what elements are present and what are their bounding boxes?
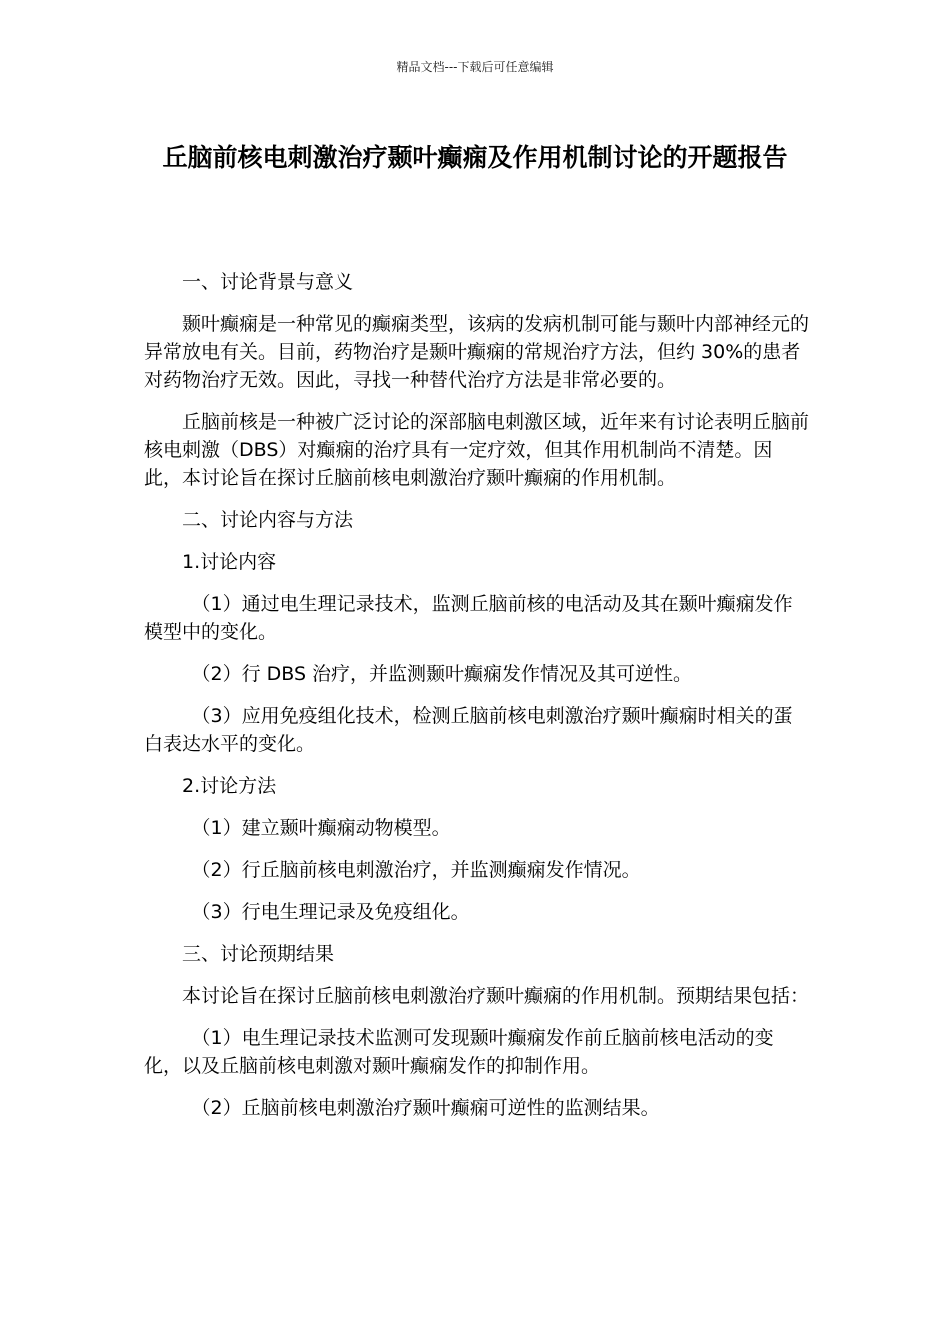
paragraph-background-1: 颞叶癫痫是一种常见的癫痫类型，该病的发病机制可能与颞叶内部神经元的异常放电有关。目前，药物治疗是颞叶癫痫的常规治疗方法，但约 30%的患者对药物治疗无效。因此，寻找一种替代治疗方法是非常必要的。	[144, 313, 810, 391]
header-note: 精品文档---下载后可任意编辑	[396, 60, 554, 74]
method-item-1: （1）建立颞叶癫痫动物模型。	[191, 817, 451, 839]
content-item-3: （3）应用免疫组化技术，检测丘脑前核电刺激治疗颞叶癫痫时相关的蛋白表达水平的变化。	[144, 705, 793, 755]
section-heading-content-methods: 二、讨论内容与方法	[182, 509, 354, 531]
content-item-1: （1）通过电生理记录技术，监测丘脑前核的电活动及其在颞叶癫痫发作模型中的变化。	[144, 593, 793, 643]
document-body	[144, 268, 809, 1136]
paragraph-background-2: 丘脑前核是一种被广泛讨论的深部脑电刺激区域，近年来有讨论表明丘脑前核电刺激（DBS）对癫痫的治疗具有一定疗效，但其作用机制尚不清楚。因此，本讨论旨在探讨丘脑前核电刺激治疗颞叶癫痫的作用机制。	[144, 411, 810, 489]
subheading-content: 1.讨论内容	[182, 551, 277, 573]
result-item-2: （2）丘脑前核电刺激治疗颞叶癫痫可逆性的监测结果。	[191, 1097, 660, 1119]
method-item-3: （3）行电生理记录及免疫组化。	[191, 901, 470, 923]
method-item-2: （2）行丘脑前核电刺激治疗，并监测癫痫发作情况。	[191, 859, 641, 881]
content-item-2: （2）行 DBS 治疗，并监测颞叶癫痫发作情况及其可逆性。	[191, 663, 693, 685]
section-heading-expected-results: 三、讨论预期结果	[182, 943, 335, 965]
paragraph-expected-results: 本讨论旨在探讨丘脑前核电刺激治疗颞叶癫痫的作用机制。预期结果包括：	[182, 985, 810, 1007]
subheading-methods: 2.讨论方法	[182, 775, 277, 797]
section-heading-background: 一、讨论背景与意义	[182, 271, 354, 293]
document-title: 丘脑前核电刺激治疗颞叶癫痫及作用机制讨论的开题报告	[162, 143, 788, 172]
result-item-1: （1）电生理记录技术监测可发现颞叶癫痫发作前丘脑前核电活动的变化，以及丘脑前核电刺激对颞叶癫痫发作的抑制作用。	[144, 1027, 774, 1077]
